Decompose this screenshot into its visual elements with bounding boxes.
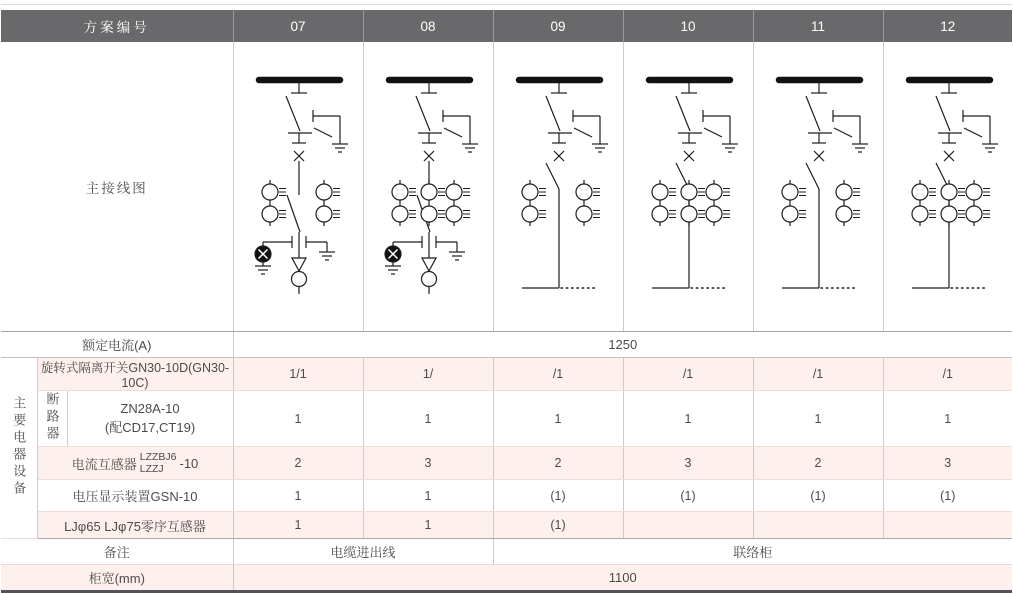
- breaker-qty-12: 1: [883, 391, 1012, 447]
- circuit-breaker-row: [1, 391, 1012, 447]
- ct-qty-12: 3: [883, 447, 1012, 480]
- zero-sequence-ct-row: [1, 512, 1012, 539]
- ct-qty-10: 3: [623, 447, 753, 480]
- scheme-col-09: 09: [493, 10, 623, 42]
- remarks-cable-group: 电缆进出线: [233, 539, 493, 565]
- main-equipment-group-label: 主要电器设备: [1, 358, 37, 539]
- breaker-sub-label: 断路器: [37, 391, 67, 447]
- breaker-qty-10: 1: [623, 391, 753, 447]
- scheme-col-08: 08: [363, 10, 493, 42]
- zero-sequence-ct-label: LJφ65 LJφ75零序互感器: [37, 512, 233, 539]
- vi-qty-09: (1): [493, 480, 623, 512]
- isolator-qty-09: /1: [493, 358, 623, 391]
- main-wiring-diagram-08: [364, 42, 494, 331]
- zsct-qty-07: 1: [233, 512, 363, 539]
- ct-qty-07: 2: [233, 447, 363, 480]
- rated-current-value: 1250: [233, 332, 1012, 358]
- vi-qty-08: 1: [363, 480, 493, 512]
- rotary-isolator-label: 旋转式隔离开关GN30-10D(GN30-10C): [37, 358, 233, 391]
- diagram-cell-09: [493, 42, 623, 332]
- rated-current-row: [1, 332, 1012, 358]
- cabinet-width-row: [1, 565, 1012, 592]
- scheme-col-11: 11: [753, 10, 883, 42]
- diagram-cell-07: [233, 42, 363, 332]
- diagram-cell-12: [883, 42, 1012, 332]
- breaker-qty-09: 1: [493, 391, 623, 447]
- zsct-qty-09: (1): [493, 512, 623, 539]
- current-transformer-label: 电流互感器 LZZBJ6 LZZJ -10: [37, 447, 233, 480]
- ct-qty-09: 2: [493, 447, 623, 480]
- scheme-number-header: 方案编号: [1, 10, 233, 42]
- diagram-cell-11: [753, 42, 883, 332]
- isolator-qty-10: /1: [623, 358, 753, 391]
- zsct-qty-12: [883, 512, 1012, 539]
- main-wiring-diagram-09: [494, 42, 624, 331]
- zsct-qty-11: [753, 512, 883, 539]
- remarks-label: 备注: [1, 539, 233, 565]
- wiring-diagram-row: [1, 42, 1012, 332]
- scheme-col-10: 10: [623, 10, 753, 42]
- breaker-model-label: ZN28A-10 (配CD17,CT19): [67, 391, 233, 447]
- breaker-qty-11: 1: [753, 391, 883, 447]
- cabinet-width-label: 柜宽(mm): [1, 565, 233, 592]
- voltage-indicator-label: 电压显示装置GSN-10: [37, 480, 233, 512]
- page-top-rule: [1, 4, 1012, 5]
- remarks-tie-group: 联络柜: [493, 539, 1012, 565]
- rated-current-label: 额定电流(A): [1, 332, 233, 358]
- ct-qty-08: 3: [363, 447, 493, 480]
- zsct-qty-10: [623, 512, 753, 539]
- vi-qty-07: 1: [233, 480, 363, 512]
- vi-qty-12: (1): [883, 480, 1012, 512]
- breaker-qty-08: 1: [363, 391, 493, 447]
- vi-qty-11: (1): [753, 480, 883, 512]
- isolator-qty-12: /1: [883, 358, 1012, 391]
- ct-qty-11: 2: [753, 447, 883, 480]
- main-wiring-diagram-11: [754, 42, 884, 331]
- main-wiring-diagram-10: [624, 42, 754, 331]
- diagram-cell-10: [623, 42, 753, 332]
- scheme-col-12: 12: [883, 10, 1012, 42]
- vi-qty-10: (1): [623, 480, 753, 512]
- isolator-qty-08: 1/: [363, 358, 493, 391]
- diagram-cell-08: [363, 42, 493, 332]
- scheme-col-07: 07: [233, 10, 363, 42]
- table-header-row: [1, 10, 1012, 42]
- current-transformer-row: [1, 447, 1012, 480]
- remarks-row: [1, 539, 1012, 565]
- isolator-qty-11: /1: [753, 358, 883, 391]
- rotary-isolator-row: [1, 358, 1012, 391]
- breaker-qty-07: 1: [233, 391, 363, 447]
- cabinet-width-value: 1100: [233, 565, 1012, 592]
- wiring-diagram-label: 主接线图: [1, 42, 233, 332]
- main-wiring-diagram-12: [884, 42, 1013, 331]
- main-wiring-diagram-07: [234, 42, 364, 331]
- zsct-qty-08: 1: [363, 512, 493, 539]
- scheme-selection-table: [1, 10, 1012, 593]
- voltage-indicator-row: [1, 480, 1012, 512]
- isolator-qty-07: 1/1: [233, 358, 363, 391]
